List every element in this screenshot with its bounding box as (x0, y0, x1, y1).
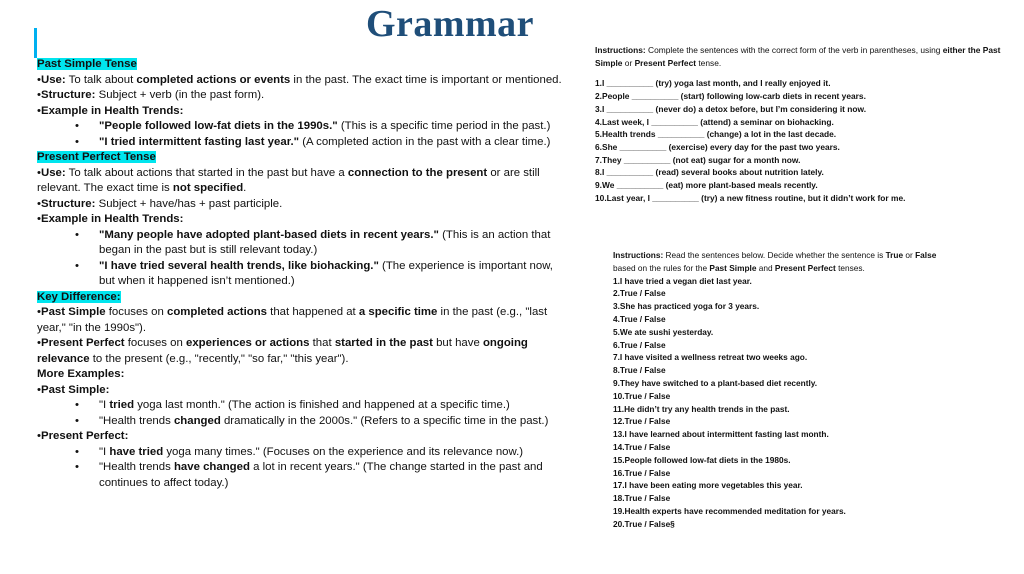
exercise2-item: 14.True / False (613, 441, 671, 452)
present-perfect-structure: •Structure: Subject + have/has + past participle. (37, 197, 283, 210)
exercise2-item: 4.True / False (613, 313, 666, 324)
exercise1-instructions: Instructions: Complete the sentences with the correct form of the verb in parentheses, using either the Past Simple or Present Perfect tense. (595, 45, 1001, 68)
exercise1-item: 8.I __________ (read) several books about nutrition lately. (595, 167, 824, 178)
present-perfect-heading: Present Perfect Tense (37, 151, 156, 163)
past-simple-structure: •Structure: Subject + verb (in the past form). (37, 89, 265, 101)
exercise2-item: 7.I have visited a wellness retreat two weeks ago. (613, 352, 808, 363)
past-simple-example-1: • "People followed low-fat diets in the 1990s." (This is a specific time period in the past.) (75, 120, 551, 132)
exercise-fill-in (595, 44, 1015, 204)
present-perfect-example-label: •Example in Health Trends: (37, 213, 184, 225)
exercise2-item: 15.People followed low-fat diets in the 1980s. (613, 454, 791, 465)
key-difference-heading: Key Difference: (37, 290, 121, 303)
more-examples-heading: More Examples: (37, 368, 125, 380)
more-examples-ps-1: • "I tried yoga last month." (The action is finished and happened at a specific time.) (75, 399, 510, 411)
exercise1-item: 3.I __________ (never do) a detox before, but I’m considering it now. (595, 103, 867, 114)
past-simple-heading: Past Simple Tense (37, 58, 137, 70)
exercise2-item: 3.She has practiced yoga for 3 years. (613, 301, 760, 312)
exercise1-item: 10.Last year, I __________ (try) a new fitness routine, but it didn’t work for me. (595, 192, 906, 203)
exercise2-item: 9.They have switched to a plant-based diet recently. (613, 377, 818, 388)
grammar-notes (37, 57, 565, 491)
exercise1-item: 7.They __________ (not eat) sugar for a month now. (595, 154, 801, 165)
more-examples-past-simple-label: •Past Simple: (37, 383, 110, 396)
exercise2-instructions: Instructions: Read the sentences below. Decide whether the sentence is True or False based on the rules for the Past Simple and Present Perfect tenses. (613, 250, 937, 273)
exercise1-item: 5.Health trends __________ (change) a lot in the last decade. (595, 129, 837, 140)
exercise1-item: 2.People __________ (start) following low-carb diets in recent years. (595, 91, 866, 102)
more-examples-pp-2: • "Health trends have changed a lot in recent years." (The change started in the past and continues to affect today.) (75, 461, 543, 489)
past-simple-example-2: • "I tried intermittent fasting last year." (A completed action in the past with a clear time.) (75, 135, 551, 148)
exercise2-item: 8.True / False (613, 365, 666, 376)
present-perfect-example-2: • "I have tried several health trends, like biohacking." (The experience is important now, but when it happened isn’t mentioned.) (75, 259, 553, 287)
exercise1-item: 9.We __________ (eat) more plant-based meals recently. (595, 180, 818, 191)
exercise2-item: 11.He didn’t try any health trends in the past. (613, 403, 790, 414)
exercise2-item: 6.True / False (613, 339, 666, 350)
accent-bar (34, 28, 37, 58)
exercise2-item: 20.True / False§ (613, 518, 675, 529)
exercise2-item: 13.I have learned about intermittent fasting last month. (613, 429, 829, 440)
exercise2-item: 1.I have tried a vegan diet last year. (613, 275, 752, 286)
exercise2-item: 16.True / False (613, 467, 671, 478)
exercise2-item: 10.True / False (613, 390, 671, 401)
more-examples-present-perfect-label: •Present Perfect: (37, 430, 129, 442)
past-simple-example-label: •Example in Health Trends: (37, 104, 184, 117)
exercise2-item: 2.True / False (613, 288, 666, 299)
exercise-true-false (613, 249, 943, 531)
exercise2-item: 19.Health experts have recommended meditation for years. (613, 505, 846, 516)
key-difference-past-simple: •Past Simple focuses on completed actions that happened at a specific time in the past (e.g., "last year," "in the 1990s"). (37, 306, 548, 334)
exercise2-item: 12.True / False (613, 416, 671, 427)
more-examples-ps-2: • "Health trends changed dramatically in the 2000s." (Refers to a specific time in the past.) (75, 414, 549, 427)
exercise1-item: 6.She __________ (exercise) every day for the past two years. (595, 141, 840, 152)
page-title: Grammar (365, 3, 535, 45)
exercise1-item: 4.Last week, I __________ (attend) a seminar on biohacking. (595, 116, 834, 127)
exercise2-item: 17.I have been eating more vegetables this year. (613, 480, 803, 491)
past-simple-use: •Use: To talk about completed actions or events in the past. The exact time is important or mentioned. (37, 73, 562, 86)
exercise2-item: 5.We ate sushi yesterday. (613, 326, 714, 337)
exercise2-item: 18.True / False (613, 493, 671, 504)
present-perfect-example-1: • "Many people have adopted plant-based diets in recent years." (This is an action that began in the past but is still relevant today.) (75, 228, 551, 256)
key-difference-present-perfect: •Present Perfect focuses on experiences or actions that started in the past but have ongoing relevance to the present (e.g., "recently," "so far," "this year"). (37, 337, 528, 365)
exercise1-item: 1.I __________ (try) yoga last month, and I really enjoyed it. (595, 78, 831, 89)
present-perfect-use: •Use: To talk about actions that started in the past but have a connection to the present or are still relevant. The exact time is not specified. (37, 166, 540, 194)
more-examples-pp-1: • "I have tried yoga many times." (Focuses on the experience and its relevance now.) (75, 445, 524, 458)
